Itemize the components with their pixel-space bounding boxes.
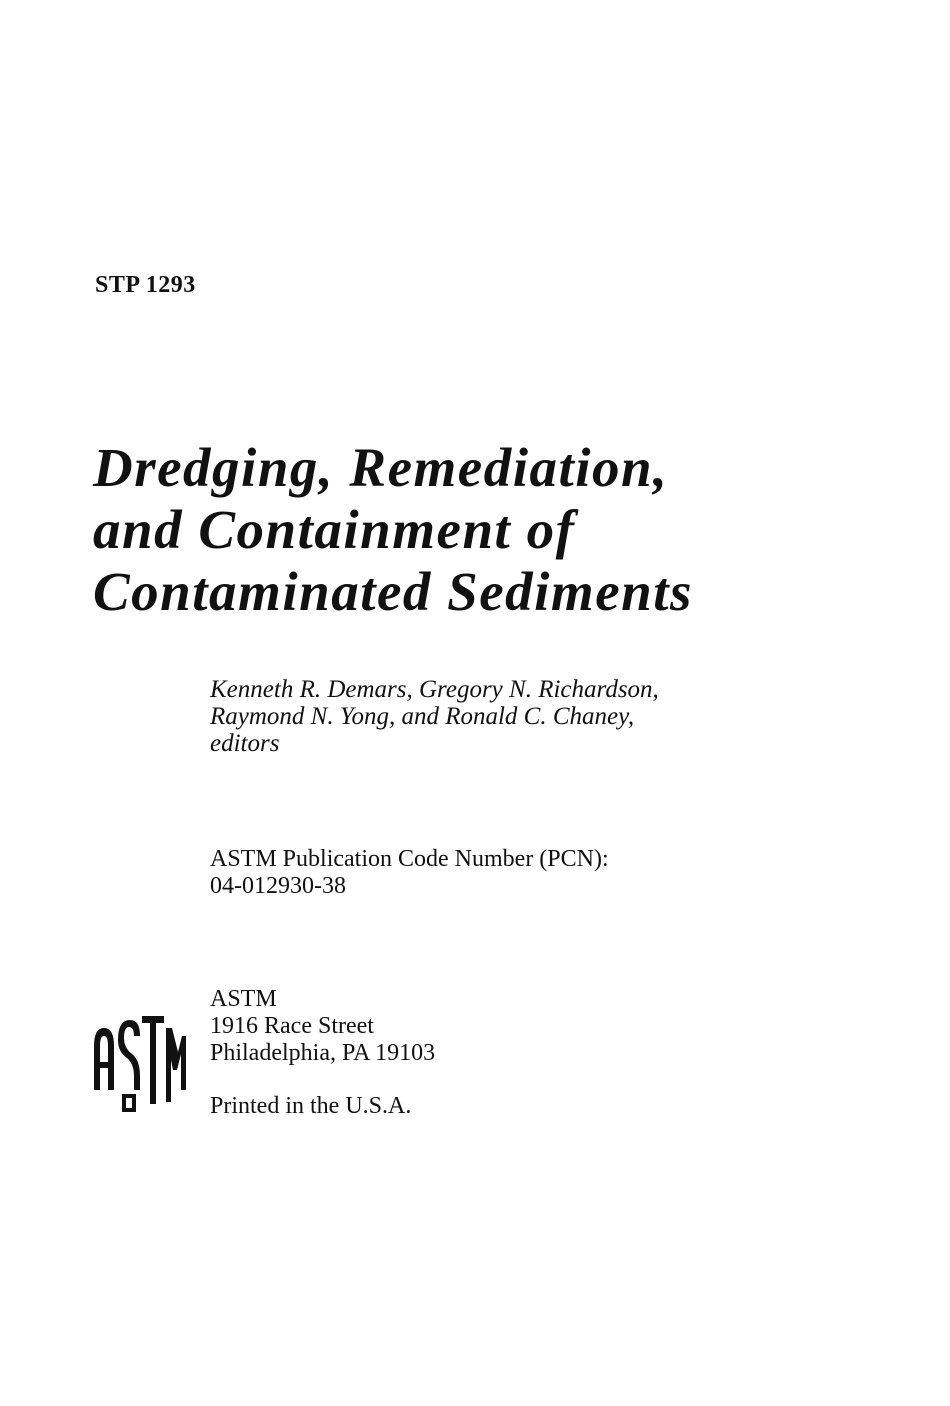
publication-code (210, 846, 609, 900)
publisher-name: ASTM (210, 986, 277, 1012)
book-title (93, 437, 693, 623)
pcn-number: 04-012930-38 (210, 873, 346, 899)
title-line: Contaminated Sediments (93, 561, 693, 622)
editors-line: editors (210, 730, 280, 757)
publisher-address (210, 986, 435, 1067)
title-line: Dredging, Remediation, (93, 437, 669, 498)
editors-line: Kenneth R. Demars, Gregory N. Richardson, (210, 676, 659, 703)
astm-logo-icon (92, 1006, 188, 1118)
series-code: STP 1293 (95, 272, 196, 298)
title-line: and Containment of (93, 499, 576, 560)
publisher-city: Philadelphia, PA 19103 (210, 1040, 436, 1066)
publisher-street: 1916 Race Street (210, 1013, 374, 1039)
editors-list (210, 676, 659, 757)
editors-line: Raymond N. Yong, and Ronald C. Chaney, (210, 703, 635, 730)
pcn-label: ASTM Publication Code Number (PCN): (210, 846, 609, 872)
printed-note: Printed in the U.S.A. (210, 1093, 412, 1119)
